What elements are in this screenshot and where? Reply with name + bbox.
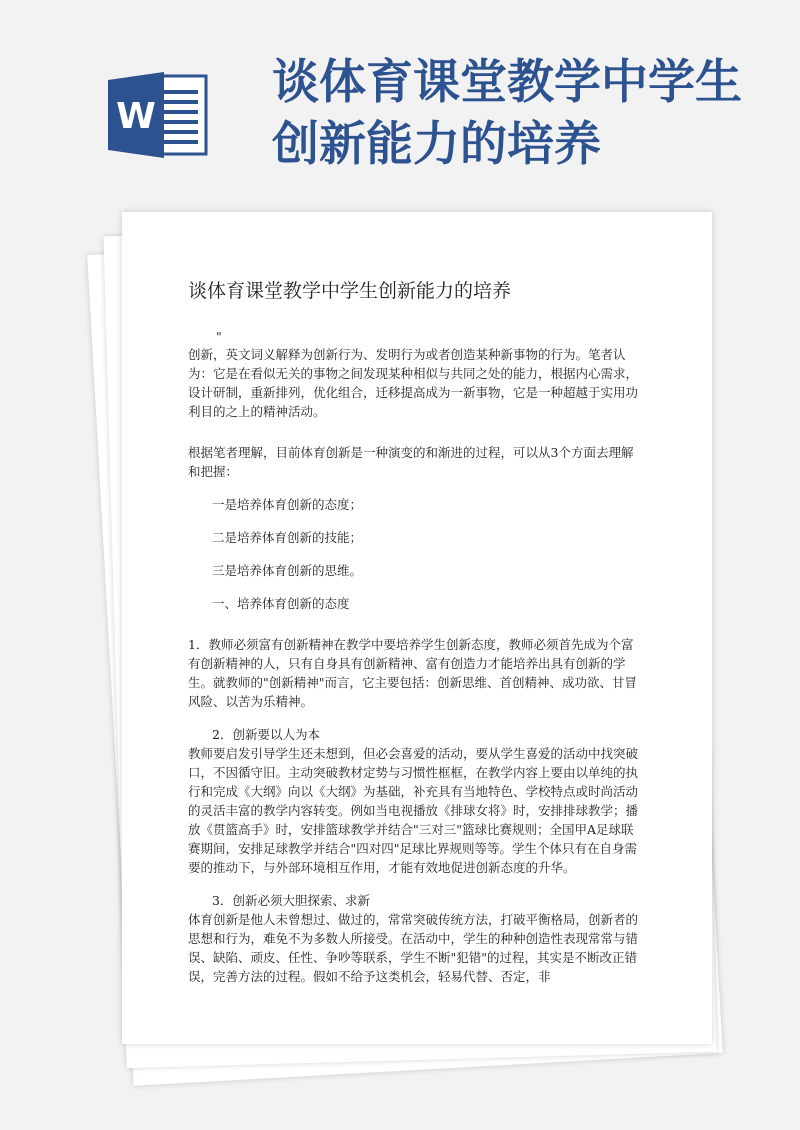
subsection-heading: 3．创新必须大胆探索、求新: [212, 893, 370, 908]
word-document-icon: [106, 70, 210, 160]
page-title: 谈体育课堂教学中学生创新能力的培养: [272, 55, 742, 172]
section-heading: 一、培养体育创新的态度: [212, 596, 350, 611]
subsection-heading: 2．创新要以人为本: [212, 727, 320, 742]
paragraph-section-3: 体育创新是他人未曾想过、做过的，常常突破传统方法，打破平衡格局，创新者的思想和行为，难免不为多数人所接受。在活动中，学生的种种创造性表现常常与错误、缺陷、顽皮、任性、争吵等联系，学生不断"犯错"的过程，其实是不断改正错误，完善方法的过程。假如不给予这类机会，轻易代替、否定，非: [188, 912, 639, 984]
paragraph-section-2: 教师要启发引导学生还未想到，但必会喜爱的活动，要从学生喜爱的活动中找突破口，不因循守旧。主动突破教材定势与习惯性框框，在教学内容上要由以单纯的执行和完成《大纲》向以《大纲》为基础，补充具有当地特色、学校特点或时尚活动的灵活丰富的教学内容转变。例如当电视播放《排球女将》时，安排排球教学；播放《贯篮高手》时，安排篮球教学并结合"三对三"篮球比赛规则；全国甲A足球联赛期间，安排足球教学并结合"四对四"足球比界规则等等。学生个体只有在自身需要的推动下，与外部环境相互作用，才能有效地促进创新态度的升华。: [188, 746, 639, 875]
document-page: [122, 212, 712, 1044]
paragraph-definition: 创新，英文词义解释为创新行为、发明行为或者创造某种新事物的行为。笔者认为：它是在看似无关的事物之间发现某种相似与共同之处的能力，根据内心需求，设计研制，重新排列，优化组合，迁移提高成为一新事物，它是一种超越于实用功利目的之上的精神活动。: [188, 347, 639, 419]
list-item: 一是培养体育创新的态度；: [212, 497, 363, 512]
list-item: 二是培养体育创新的技能；: [212, 530, 363, 545]
document-body: [188, 282, 638, 986]
paragraph-section-1: 1．教师必须富有创新精神在教学中要培养学生创新态度，教师必须首先成为个富有创新精神的人，只有自身具有创新精神、富有创造力才能培养出具有创新的学生。就教师的"创新精神"而言，它主要包括：创新思维、首创精神、成功欲、甘冒风险、以苦为乐精神。: [188, 637, 638, 709]
document-title: 谈体育课堂教学中学生创新能力的培养: [188, 280, 512, 302]
page-header: [0, 0, 800, 210]
paragraph-understanding: 根据笔者理解，目前体育创新是一种演变的和渐进的过程，可以从3个方面去理解和把握：: [188, 445, 634, 479]
quote-mark: ": [216, 329, 222, 344]
word-icon-letter: W: [116, 96, 156, 137]
list-item: 三是培养体育创新的思维。: [212, 563, 363, 578]
